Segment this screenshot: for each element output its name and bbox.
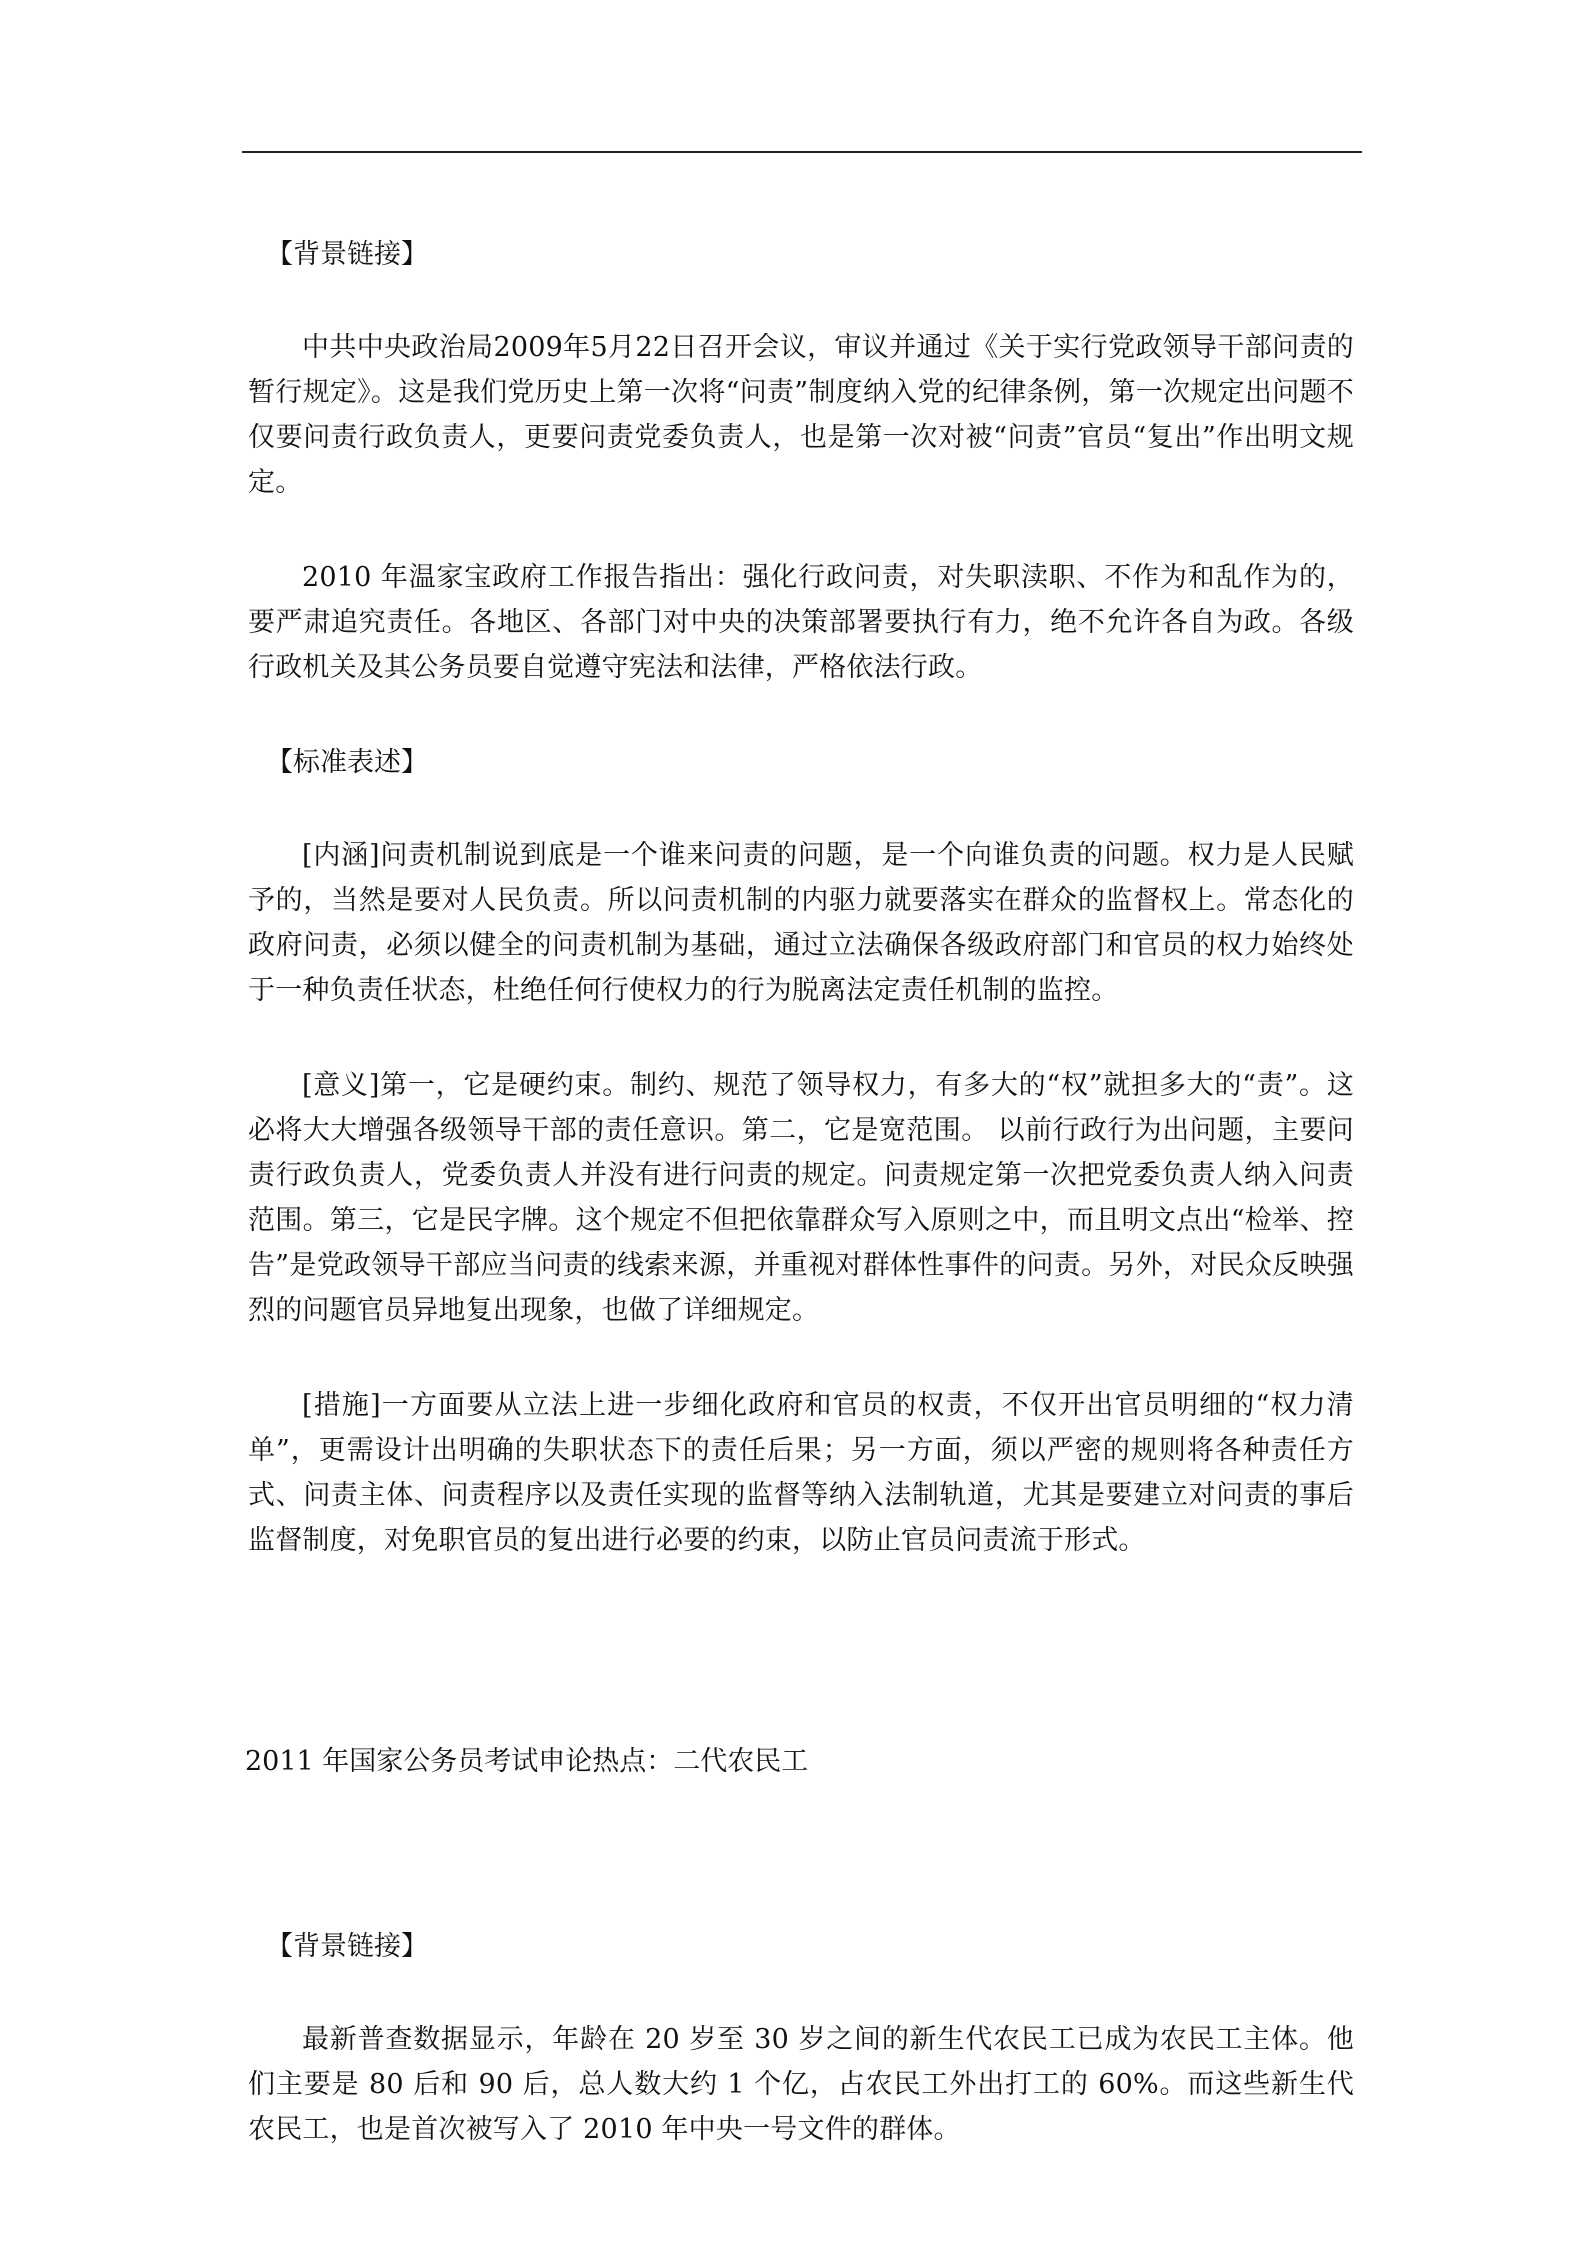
paragraph-connotation: [内涵]问责机制说到底是一个谁来问责的问题，是一个向谁负责的问题。权力是人民赋予的，当然是要对人民负责。所以问责机制的内驱力就要落实在群众的监督权上。常态化的政府问责，必须以健全的问责机制为基础，通过立法确保各级政府部门和官员的权力始终处于一种负责任状态，杜绝任何行使权力的行为脱离法定责任机制的监控。	[248, 840, 1354, 1006]
paragraph-measures: [措施]一方面要从立法上进一步细化政府和官员的权责，不仅开出官员明细的“权力清单”，更需设计出明确的失职状态下的责任后果；另一方面，须以严密的规则将各种责任方式、问责主体、问责程序以及责任实现的监督等纳入法制轨道，尤其是要建立对问责的事后监督制度，对免职官员的复出进行必要的约束，以防止官员问责流于形式。	[248, 1390, 1354, 1556]
document-body	[245, 232, 1354, 2152]
section-heading-standard: 【标准表述】	[266, 747, 428, 778]
section-heading-background-2: 【背景链接】	[266, 1931, 428, 1962]
section-heading-background: 【背景链接】	[266, 239, 428, 270]
header-rule	[242, 151, 1362, 153]
paragraph-politburo-meeting: 中共中央政治局2009年5月22日召开会议，审议并通过《关于实行党政领导干部问责的暂行规定》。这是我们党历史上第一次将“问责”制度纳入党的纪律条例，第一次规定出问题不仅要问责行政负责人，更要问责党委负责人，也是第一次对被“问责”官员“复出”作出明文规定。	[248, 332, 1354, 498]
article-title: 2011 年国家公务员考试申论热点：二代农民工	[245, 1746, 809, 1777]
paragraph-migrant-workers: 最新普查数据显示，年龄在 20 岁至 30 岁之间的新生代农民工已成为农民工主体。他们主要是 80 后和 90 后，总人数大约 1 个亿，占农民工外出打工的 60%。而这些新生代农民工，也是首次被写入了 2010 年中央一号文件的群体。	[248, 2024, 1354, 2145]
paragraph-government-report: 2010 年温家宝政府工作报告指出：强化行政问责，对失职渎职、不作为和乱作为的，要严肃追究责任。各地区、各部门对中央的决策部署要执行有力，绝不允许各自为政。各级行政机关及其公务员要自觉遵守宪法和法律，严格依法行政。	[248, 562, 1354, 683]
paragraph-significance: [意义]第一，它是硬约束。制约、规范了领导权力，有多大的“权”就担多大的“责”。这必将大大增强各级领导干部的责任意识。第二，它是宽范围。 以前行政行为出问题，主要问责行政负责人，党委负责人并没有进行问责的规定。问责规定第一次把党委负责人纳入问责范围。第三，它是民字牌。这个规定不但把依靠群众写入原则之中，而且明文点出“检举、控告”是党政领导干部应当问责的线索来源，并重视对群体性事件的问责。另外，对民众反映强烈的问题官员异地复出现象，也做了详细规定。	[248, 1070, 1354, 1326]
